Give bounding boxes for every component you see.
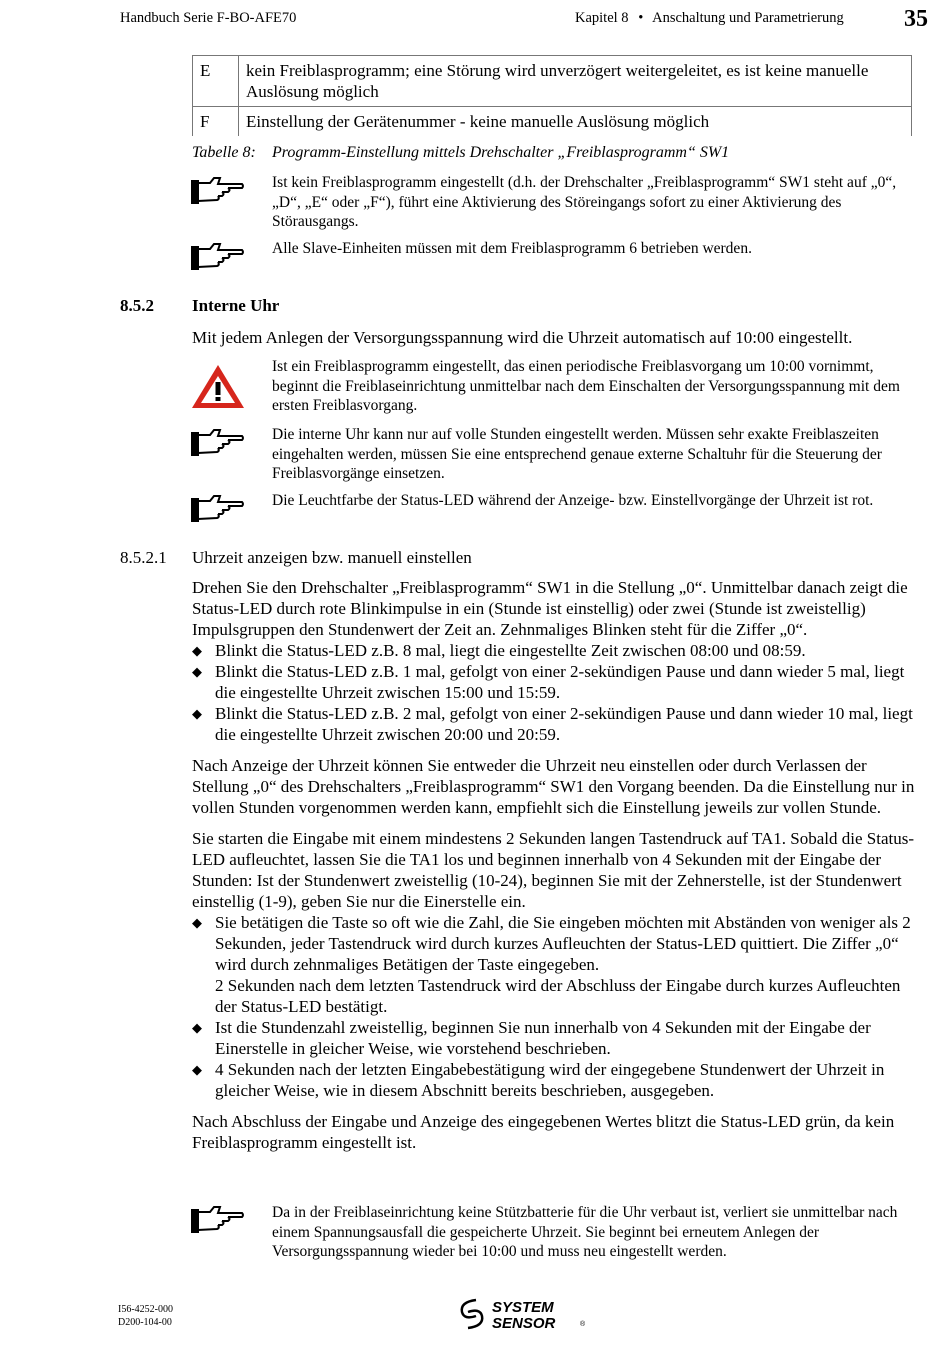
section-intro: Mit jedem Anlegen der Versorgungsspannung wird die Uhrzeit automatisch auf 10:00 eingestellt. xyxy=(192,328,853,347)
list-item xyxy=(192,912,922,1017)
pointing-hand-icon xyxy=(190,1202,246,1236)
list-item xyxy=(192,703,922,745)
subsection-number: 8.5.2.1 xyxy=(120,548,167,567)
subsection-title: Uhrzeit anzeigen bzw. manuell einstellen xyxy=(192,548,472,567)
table-caption xyxy=(192,144,729,162)
list-item-text: Ist die Stundenzahl zweistellig, beginnen Sie nun innerhalb von 4 Sekunden mit der Eingabe der Einerstelle in gleicher Weise, wie vorstehend beschrieben. xyxy=(215,1018,871,1058)
table-caption-label: Tabelle 8: xyxy=(192,144,256,161)
footer-codes xyxy=(118,1303,173,1329)
warning-triangle-icon xyxy=(190,362,246,410)
bullet-diamond-icon: ◆ xyxy=(192,706,202,721)
logo-line-1: SYSTEM xyxy=(492,1299,554,1316)
header-manual-title: Handbuch Serie F-BO-AFE70 xyxy=(120,10,297,26)
note-text: Da in der Freiblaseinrichtung keine Stützbatterie für die Uhr verbaut ist, verliert sie unmittelbar nach einem Spannungsausfall die gespeicherte Uhrzeit. Sie beginnt bei erneutem Anlegen der Versorgungsspannung wieder bei 10:00 und muss neu eingestellt werden. xyxy=(272,1204,898,1260)
note-text: Ist kein Freiblasprogramm eingestellt (d.h. der Drehschalter „Freiblasprogramm“ SW1 steht auf „0“, „D“, „E“ oder „F“), führt eine Aktivierung des Störeingangs sofort zu einer Aktivierung des Störausgangs. xyxy=(272,174,897,230)
paragraph: Drehen Sie den Drehschalter „Freiblasprogramm“ SW1 in die Stellung „0“. Unmittelbar danach zeigt die Status-LED durch rote Blinkimpulse in ein (Stunde ist einstellig) oder zwei (Stunde ist zweistellig) Impulsgruppen den Stundenwert der Zeit an. Zehnmaliges Blinken steht für die Ziffer „0“. xyxy=(192,578,908,639)
subsection-body xyxy=(192,577,922,1153)
pointing-hand-icon xyxy=(190,491,246,525)
note-text: Alle Slave-Einheiten müssen mit dem Freiblasprogramm 6 betrieben werden. xyxy=(272,240,752,257)
page-number: 35 xyxy=(904,6,928,32)
list-item xyxy=(192,640,922,661)
bullet-diamond-icon: ◆ xyxy=(192,643,202,658)
list-item xyxy=(192,661,922,703)
note-text: Die interne Uhr kann nur auf volle Stunden eingestellt werden. Müssen sehr exakte Freiblaszeiten eingehalten werden, müssen Sie eine entsprechend genaue externe Schaltuhr für die Steuerung der Freiblasvorgänge einsetzen. xyxy=(272,426,882,482)
paragraph: Sie starten die Eingabe mit einem mindestens 2 Sekunden langen Tastendruck auf TA1. Sobald die Status-LED aufleuchtet, lassen Sie die TA1 los und beginnen innerhalb von 4 Sekunden mit der Eingabe der Stunden: Ist der Stundenwert zweistellig (10-24), beginnen Sie mit der Zehnerstelle, ist der Stundenwert einstellig (1-9), geben Sie nur die Einerstelle ein. xyxy=(192,829,915,911)
system-sensor-logo xyxy=(456,1296,586,1337)
warning-note-text: Ist ein Freiblasprogramm eingestellt, das einen periodische Freiblasvorgang um 10:00 vornimmt, beginnt die Freiblaseinrichtung unmittelbar nach dem Einschalten der Versorgungsspannung mit dem ersten Freiblasvorgang. xyxy=(272,358,900,414)
program-table xyxy=(192,55,912,136)
header-chapter-number: Kapitel 8 xyxy=(575,10,629,26)
header-chapter xyxy=(575,10,844,27)
paragraph: Nach Abschluss der Eingabe und Anzeige des eingegebenen Wertes blitzt die Status-LED grün, da kein Freiblasprogramm eingestellt ist. xyxy=(192,1112,895,1152)
bullet-diamond-icon: ◆ xyxy=(192,1020,202,1035)
pointing-hand-icon xyxy=(190,425,246,459)
list-item xyxy=(192,1017,922,1059)
logo-line-2: SENSOR xyxy=(492,1315,556,1332)
bullet-diamond-icon: ◆ xyxy=(192,1062,202,1077)
list-item-text: Blinkt die Status-LED z.B. 2 mal, gefolgt von einer 2-sekündigen Pause und dann wieder 10 mal, liegt die eingestellte Uhrzeit zwischen 20:00 und 20:59. xyxy=(215,704,913,744)
table-caption-text: Programm-Einstellung mittels Drehschalter „Freiblasprogramm“ SW1 xyxy=(272,144,730,161)
list-item-text: Sie betätigen die Taste so oft wie die Zahl, die Sie eingeben möchten mit Abständen von weniger als 2 Sekunden, jeder Tastendruck wird durch kurzes Aufleuchten der Status-LED quittiert. Die Ziffer „0“ wird durch zehnmaliges Betätigen der Taste eingegeben. xyxy=(215,913,911,974)
document-code: D200-104-00 xyxy=(118,1317,172,1328)
table-cell-key: E xyxy=(193,56,239,107)
table-row xyxy=(193,56,912,107)
list-item-continuation: 2 Sekunden nach dem letzten Tastendruck wird der Abschluss der Eingabe durch kurzes Aufleuchten der Status-LED bestätigt. xyxy=(215,976,901,1016)
header-section-title: Anschaltung und Parametrierung xyxy=(652,10,844,26)
list-item-text: Blinkt die Status-LED z.B. 8 mal, liegt die eingestellte Zeit zwischen 08:00 und 08:59. xyxy=(215,641,806,660)
table-cell-text: kein Freiblasprogramm; eine Störung wird unverzögert weitergeleitet, es ist keine manuelle Auslösung möglich xyxy=(239,56,912,107)
paragraph: Nach Anzeige der Uhrzeit können Sie entweder die Uhrzeit neu einstellen oder durch Verlassen der Stellung „0“ des Drehschalters „Freiblasprogramm“ SW1 den Vorgang beenden. Da die Einstellung nur in vollen Stunden vorgenommen werden kann, empfiehlt sich die Einstellung jeweils zur vollen Stunde. xyxy=(192,756,915,817)
bullet-diamond-icon: ◆ xyxy=(192,664,202,679)
table-cell-key: F xyxy=(193,107,239,137)
pointing-hand-icon xyxy=(190,239,246,273)
section-title: Interne Uhr xyxy=(192,296,280,315)
document-code: I56-4252-000 xyxy=(118,1304,173,1315)
list-item-text: 4 Sekunden nach der letzten Eingabebestätigung wird der eingegebene Stundenwert der Uhrzeit in gleicher Weise, wie in diesem Abschnitt bereits beschrieben, ausgegeben. xyxy=(215,1060,885,1100)
table-cell-text: Einstellung der Gerätenummer - keine manuelle Auslösung möglich xyxy=(239,107,912,137)
pointing-hand-icon xyxy=(190,173,246,207)
note-text: Die Leuchtfarbe der Status-LED während der Anzeige- bzw. Einstellvorgänge der Uhrzeit ist rot. xyxy=(272,492,874,509)
header-separator: • xyxy=(638,10,644,26)
registered-mark: ® xyxy=(580,1321,586,1328)
table-row xyxy=(193,107,912,137)
bullet-diamond-icon: ◆ xyxy=(192,915,202,930)
list-item-text: Blinkt die Status-LED z.B. 1 mal, gefolgt von einer 2-sekündigen Pause und dann wieder 5 mal, liegt die eingestellte Uhrzeit zwischen 15:00 und 15:59. xyxy=(215,662,905,702)
list-item xyxy=(192,1059,922,1101)
section-number: 8.5.2 xyxy=(120,296,154,315)
